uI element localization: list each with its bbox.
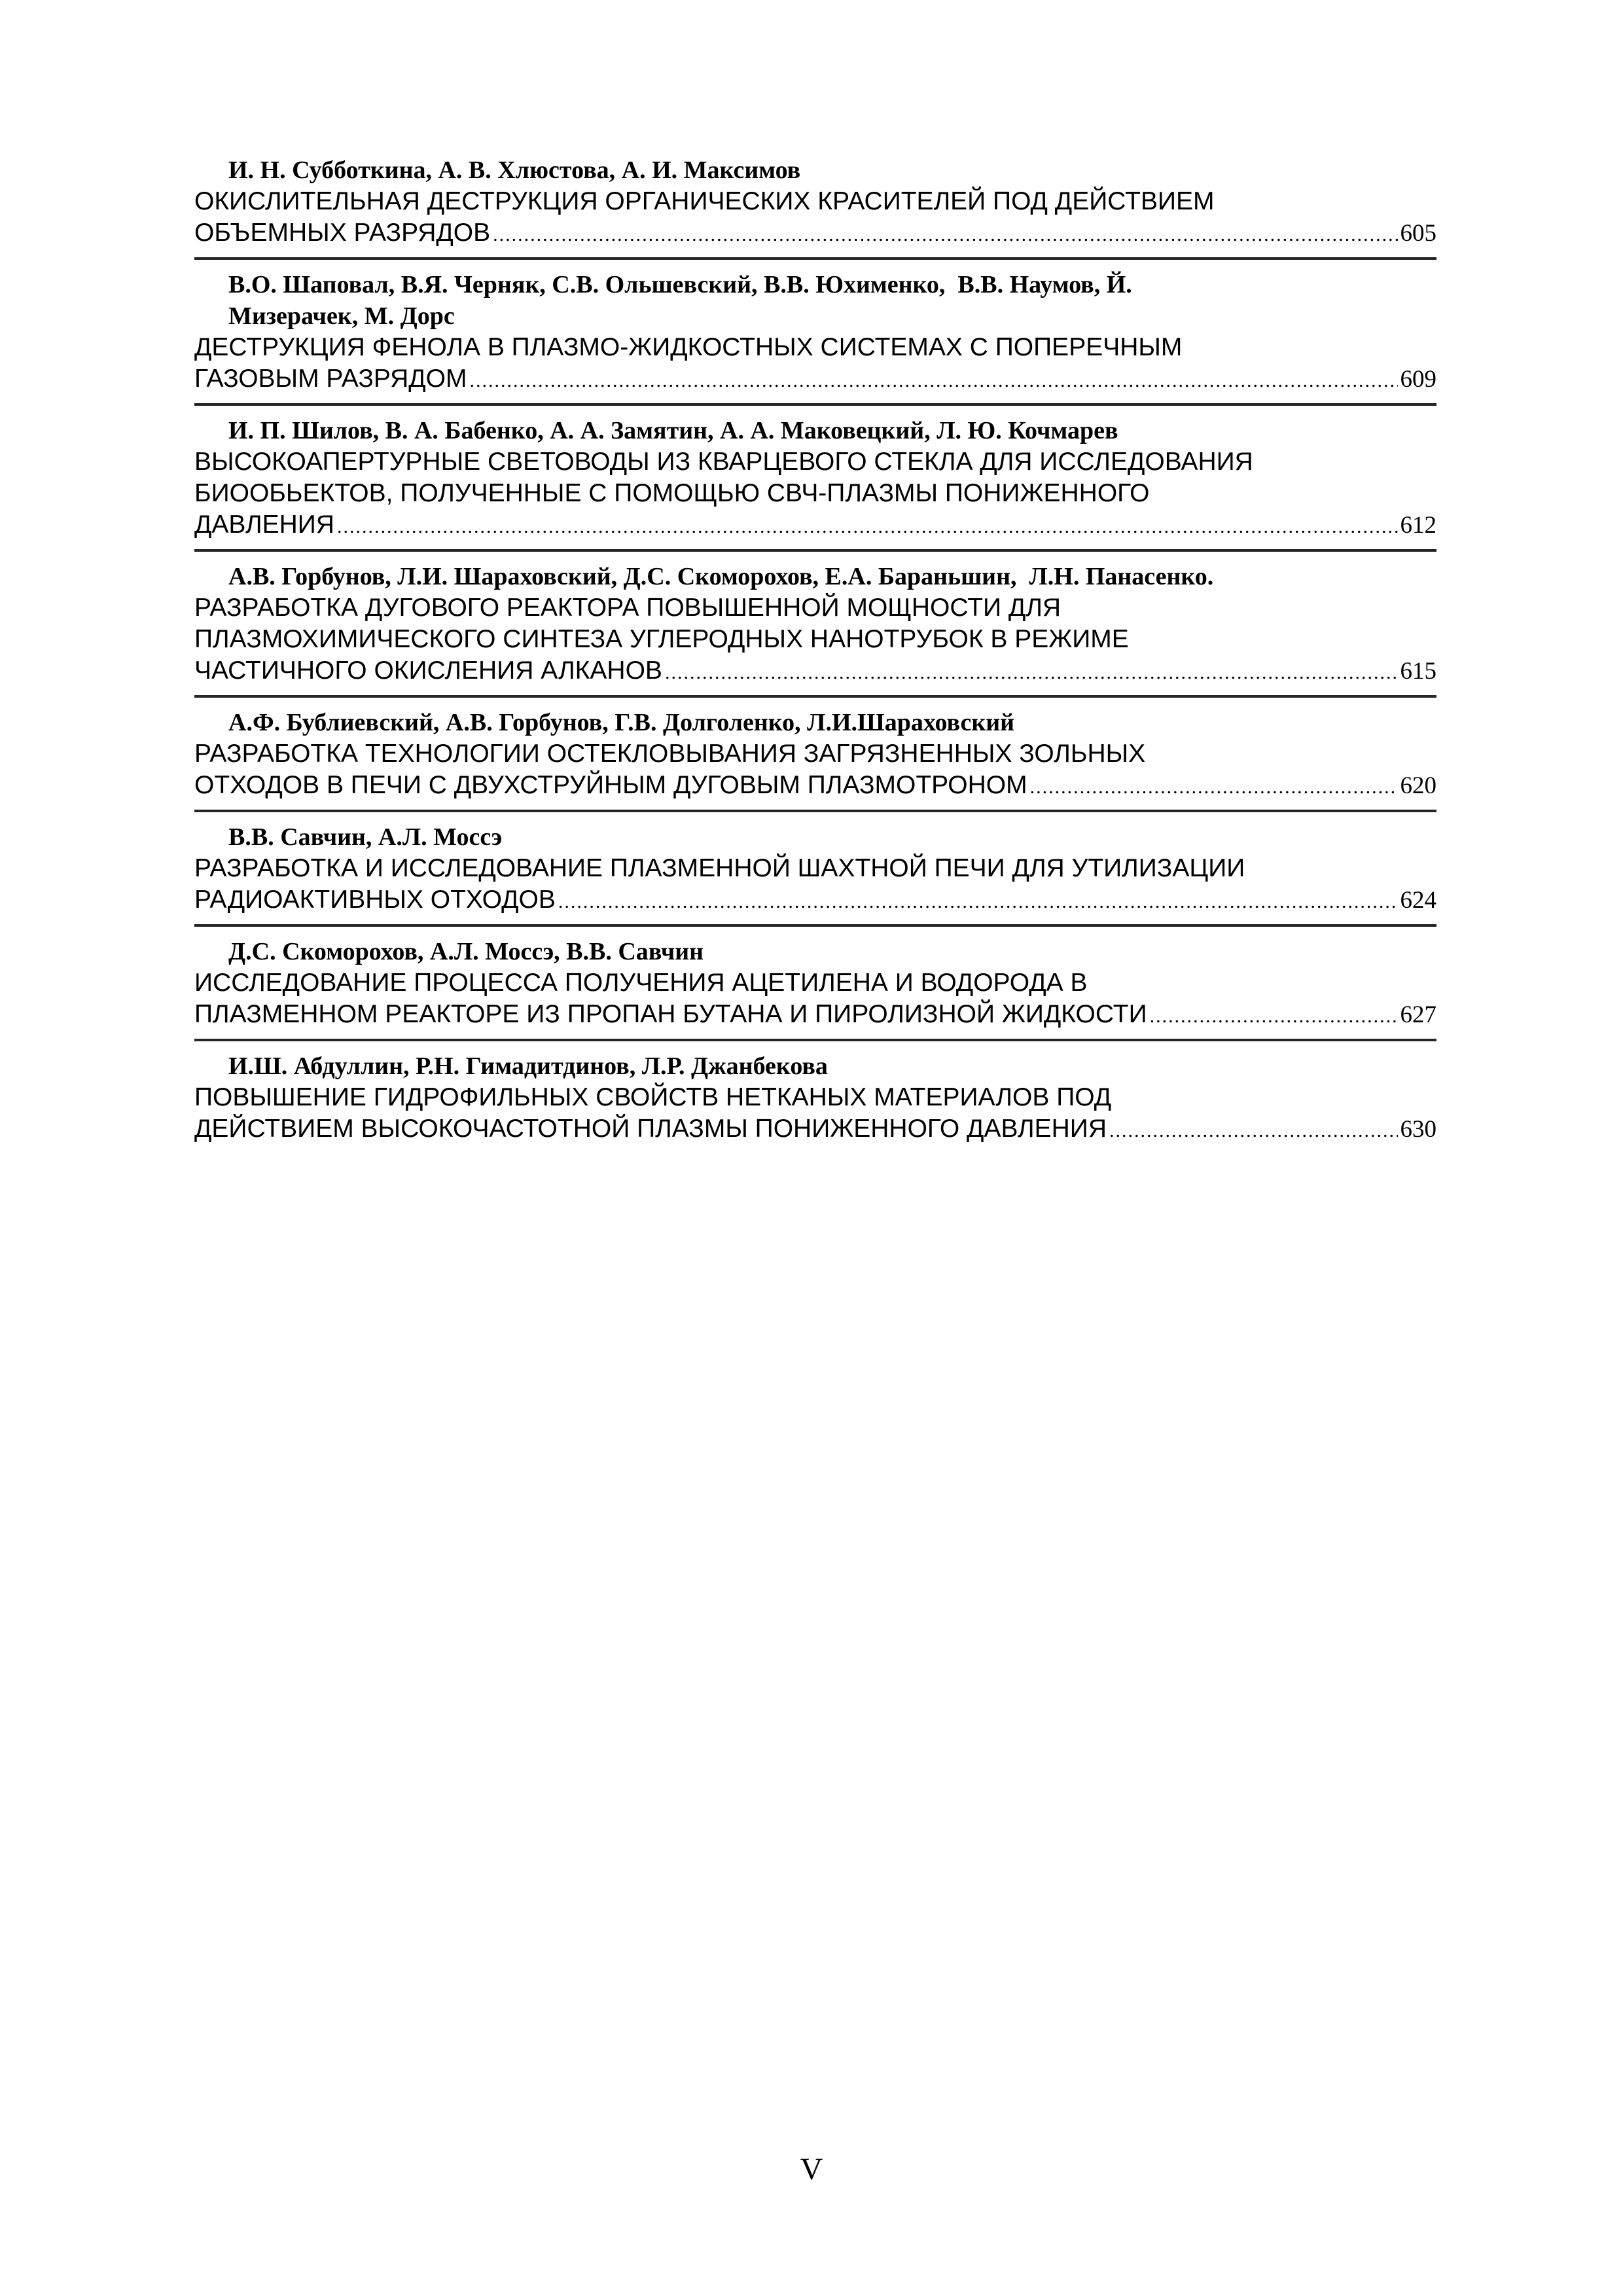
toc-entry-title-line: ПЛАЗМОХИМИЧЕСКОГО СИНТЕЗА УГЛЕРОДНЫХ НАНОТРУБОК В РЕЖИМЕ: [194, 625, 1129, 653]
entry-divider: [194, 924, 1436, 927]
toc-entry-title-line: РАЗРАБОТКА ДУГОВОГО РЕАКТОРА ПОВЫШЕННОЙ МОЩНОСТИ ДЛЯ: [194, 594, 1061, 622]
dot-leader: [665, 657, 1398, 689]
toc-entry-title-line: РАЗРАБОТКА ТЕХНОЛОГИИ ОСТЕКЛОВЫВАНИЯ ЗАГРЯЗНЕННЫХ ЗОЛЬНЫХ: [194, 740, 1146, 768]
toc-entry-title-end: ДАВЛЕНИЯ: [194, 511, 334, 539]
toc-entry-title-last-line[interactable]: [194, 999, 1436, 1032]
dot-leader: [493, 219, 1397, 251]
toc-entry-page-number: 605: [1400, 220, 1436, 247]
toc-entry-title-last-line[interactable]: [194, 884, 1436, 918]
toc-entry-title-last-line[interactable]: [194, 363, 1436, 397]
toc-entry-title-end: РАДИОАКТИВНЫХ ОТХОДОВ: [194, 886, 556, 914]
entry-divider: [194, 403, 1436, 406]
toc-entry-page-number: 615: [1400, 658, 1436, 685]
toc-entry: [194, 415, 1436, 543]
toc-entry-authors: И. П. Шилов, В. А. Бабенко, А. А. Замятин, А. А. Маковецкий, Л. Ю. Кочмарев: [228, 417, 1118, 444]
entry-divider: [194, 810, 1436, 812]
toc-entry: [194, 936, 1436, 1032]
toc-entry-title-line: РАЗРАБОТКА И ИССЛЕДОВАНИЕ ПЛАЗМЕННОЙ ШАХТНОЙ ПЕЧИ ДЛЯ УТИЛИЗАЦИИ: [194, 854, 1245, 882]
toc-entry: [194, 821, 1436, 918]
toc-entry-title-end: ОБЪЕМНЫХ РАЗРЯДОВ: [194, 219, 491, 247]
dot-leader: [337, 511, 1398, 543]
entry-divider: [194, 695, 1436, 698]
dot-leader: [1150, 1001, 1398, 1032]
toc-entry-title-line: ВЫСОКОАПЕРТУРНЫЕ СВЕТОВОДЫ ИЗ КВАРЦЕВОГО СТЕКЛА ДЛЯ ИССЛЕДОВАНИЯ: [194, 448, 1253, 476]
toc-entry-title-last-line[interactable]: [194, 770, 1436, 803]
toc-entry: [194, 154, 1436, 251]
toc-entry: [194, 561, 1436, 689]
toc-entry-title-last-line[interactable]: [194, 509, 1436, 543]
toc-entry-title-line: ДЕСТРУКЦИЯ ФЕНОЛА В ПЛАЗМО-ЖИДКОСТНЫХ СИСТЕМАХ С ПОПЕРЕЧНЫМ: [194, 333, 1183, 361]
toc-entry-page-number: 609: [1400, 366, 1436, 393]
entry-divider: [194, 1039, 1436, 1041]
dot-leader: [470, 365, 1398, 397]
entry-divider: [194, 257, 1436, 260]
toc-entry-title-end: ПЛАЗМЕННОМ РЕАКТОРЕ ИЗ ПРОПАН БУТАНА И ПИРОЛИЗНОЙ ЖИДКОСТИ: [194, 1000, 1147, 1028]
toc-entry-page-number: 620: [1400, 772, 1436, 799]
toc-entry-page-number: 627: [1400, 1001, 1436, 1028]
toc-entry-authors: А.Ф. Бублиевский, А.В. Горбунов, Г.В. Долголенко, Л.И.Шараховский: [228, 709, 1015, 736]
toc-entry-authors: А.В. Горбунов, Л.И. Шараховский, Д.С. Скоморохов, Е.А. Бараньшин, Л.Н. Панасенко.: [228, 563, 1214, 590]
toc-entry-title-last-line[interactable]: [194, 1113, 1436, 1147]
toc-entry-title-end: ЧАСТИЧНОГО ОКИСЛЕНИЯ АЛКАНОВ: [194, 656, 662, 685]
toc-entry-title-line: ОКИСЛИТЕЛЬНАЯ ДЕСТРУКЦИЯ ОРГАНИЧЕСКИХ КРАСИТЕЛЕЙ ПОД ДЕЙСТВИЕМ: [194, 187, 1215, 215]
toc-entry-title-last-line[interactable]: [194, 655, 1436, 689]
toc-entry-page-number: 624: [1400, 887, 1436, 914]
toc-entry-title-end: ДЕЙСТВИЕМ ВЫСОКОЧАСТОТНОЙ ПЛАЗМЫ ПОНИЖЕННОГО ДАВЛЕНИЯ: [194, 1115, 1107, 1143]
toc-entry-title-last-line[interactable]: [194, 217, 1436, 251]
toc-entry-title-end: ОТХОДОВ В ПЕЧИ С ДВУХСТРУЙНЫМ ДУГОВЫМ ПЛАЗМОТРОНОМ: [194, 771, 1027, 799]
dot-leader: [558, 886, 1398, 918]
toc-entry-page-number: 630: [1400, 1116, 1436, 1143]
toc-entry-authors: В.В. Савчин, А.Л. Моссэ: [228, 823, 503, 851]
table-of-contents: [194, 154, 1436, 1147]
toc-entry: [194, 1050, 1436, 1147]
toc-entry-authors: И.Ш. Абдуллин, Р.Н. Гимадитдинов, Л.Р. Джанбекова: [228, 1052, 828, 1080]
toc-entry-page-number: 612: [1400, 512, 1436, 539]
toc-entry-title-line: БИООБЬЕКТОВ, ПОЛУЧЕННЫЕ С ПОМОЩЬЮ СВЧ-ПЛАЗМЫ ПОНИЖЕННОГО: [194, 479, 1150, 507]
dot-leader: [1030, 772, 1398, 803]
toc-entry-authors: Д.С. Скоморохов, А.Л. Моссэ, В.В. Савчин: [228, 938, 704, 965]
toc-entry: [194, 707, 1436, 803]
toc-entry-authors: Мизерачек, М. Дорс: [228, 302, 455, 330]
toc-entry-authors: И. Н. Субботкина, А. В. Хлюстова, А. И. Максимов: [228, 156, 801, 184]
toc-entry-title-line: ПОВЫШЕНИЕ ГИДРОФИЛЬНЫХ СВОЙСТВ НЕТКАНЫХ МАТЕРИАЛОВ ПОД: [194, 1083, 1112, 1111]
toc-entry-title-line: ИССЛЕДОВАНИЕ ПРОЦЕССА ПОЛУЧЕНИЯ АЦЕТИЛЕНА И ВОДОРОДА В: [194, 969, 1088, 997]
page-number: V: [800, 2152, 823, 2187]
toc-entry-authors: В.О. Шаповал, В.Я. Черняк, С.В. Ольшевский, В.В. Юхименко, В.В. Наумов, Й.: [228, 271, 1132, 298]
toc-entry-title-end: ГАЗОВЫМ РАЗРЯДОМ: [194, 365, 467, 393]
dot-leader: [1109, 1115, 1397, 1147]
entry-divider: [194, 549, 1436, 552]
toc-entry: [194, 269, 1436, 397]
